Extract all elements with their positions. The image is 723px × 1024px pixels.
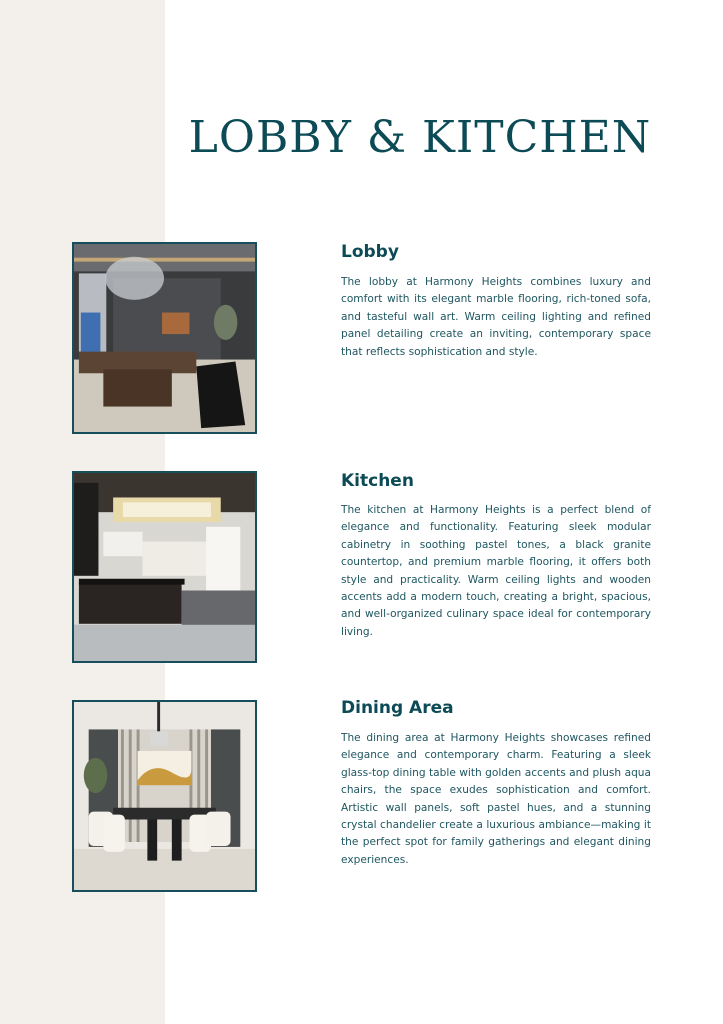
lobby-photo: [72, 242, 257, 434]
section-body-kitchen: The kitchen at Harmony Heights is a perfect blend of elegance and functionality. Featuring sleek modular cabinetry in soothing pastel tones, a black granite countertop, and premium marble flooring, it offers both style and practicality. Warm ceiling lights and wooden accents add a modern touch, creating a bright, spacious, and well-organized culinary space ideal for contemporary living.: [341, 504, 651, 638]
section-body-lobby: The lobby at Harmony Heights combines luxury and comfort with its elegant marble flooring, rich-toned sofa, and tasteful wall art. Warm ceiling lighting and refined panel detailing create an inviting, contemporary space that reflects sophistication and style.: [341, 276, 651, 358]
section-body-dining-area: The dining area at Harmony Heights showcases refined elegance and contemporary charm. Featuring a sleek glass-top dining table with golden accents and plush aqua chairs, the space exudes sophistication and comfort. Artistic wall panels, soft pastel hues, and a stunning crystal chandelier create a luxurious ambiance—making it the perfect spot for family gatherings and elegant dining experiences.: [341, 732, 651, 866]
kitchen-photo: [72, 471, 257, 663]
dining-photo: [72, 700, 257, 892]
page-title: LOBBY & KITCHEN: [188, 112, 652, 163]
section-heading-dining-area: Dining Area: [341, 698, 454, 718]
section-heading-lobby: Lobby: [341, 242, 399, 262]
section-heading-kitchen: Kitchen: [341, 471, 414, 491]
